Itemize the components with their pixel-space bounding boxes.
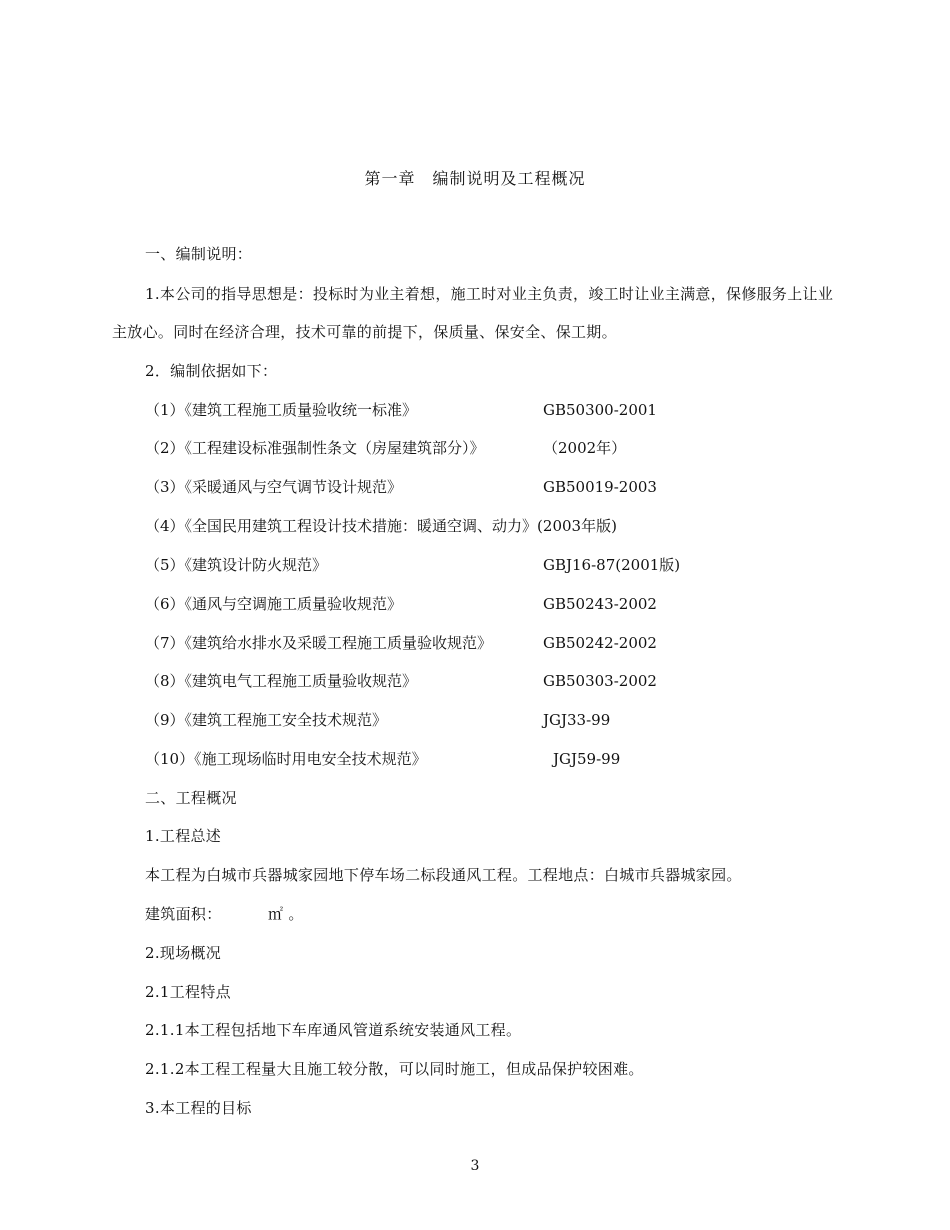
subheading: 2.1工程特点	[145, 983, 231, 1001]
standard-item-code: GB50303-2002	[543, 672, 657, 690]
paragraph-line: 本工程为白城市兵器城家园地下停车场二标段通风工程。工程地点：白城市兵器城家园。	[145, 866, 742, 884]
standard-item-name: （4）《全国民用建筑工程设计技术措施：暖通空调、动力》(2003年版)	[145, 517, 617, 535]
standard-item-code: GB50242-2002	[543, 634, 657, 652]
area-unit: ㎡ 。	[268, 905, 304, 923]
standard-item-code: GB50243-2002	[543, 595, 657, 613]
standard-item-name: （5）《建筑设计防火规范》	[145, 556, 328, 574]
section-heading-compilation: 一、编制说明：	[145, 245, 253, 263]
standard-item-code: GBJ16-87(2001版)	[543, 556, 681, 574]
standard-item-name: （2）《工程建设标准强制性条文（房屋建筑部分）》	[145, 439, 485, 457]
standard-item-code: JGJ59-99	[553, 750, 621, 768]
paragraph-line: 主放心。同时在经济合理，技术可靠的前提下，保质量、保安全、保工期。	[112, 323, 617, 341]
subheading: 1.工程总述	[145, 827, 222, 845]
paragraph-line: 2.1.1本工程包括地下车库通风管道系统安装通风工程。	[145, 1021, 522, 1039]
standard-item-code: GB50019-2003	[543, 478, 657, 496]
paragraph-line: 2.1.2本工程工程量大且施工较分散，可以同时施工，但成品保护较困难。	[145, 1060, 644, 1078]
standard-item-name: （7）《建筑给水排水及采暖工程施工质量验收规范》	[145, 634, 493, 652]
standard-item-name: （10）《施工现场临时用电安全技术规范》	[145, 750, 427, 768]
standard-item-name: （9）《建筑工程施工安全技术规范》	[145, 711, 388, 729]
page-number: 3	[470, 1158, 480, 1174]
chapter-title: 第一章 编制说明及工程概况	[364, 169, 586, 188]
standard-item-name: （6）《通风与空调施工质量验收规范》	[145, 595, 403, 613]
standard-item-code: GB50300-2001	[543, 401, 657, 419]
paragraph-line: 1.本公司的指导思想是：投标时为业主着想，施工时对业主负责，竣工时让业主满意，保修服务上让业	[145, 285, 834, 303]
subheading: 2.现场概况	[145, 944, 222, 962]
basis-heading: 2．编制依据如下：	[145, 362, 278, 380]
standard-item-name: （3）《采暖通风与空气调节设计规范》	[145, 478, 403, 496]
standard-item-name: （1）《建筑工程施工质量验收统一标准》	[145, 401, 418, 419]
standard-item-code: （2002年）	[543, 439, 627, 457]
area-label: 建筑面积：	[145, 905, 222, 923]
subheading: 3.本工程的目标	[145, 1099, 252, 1117]
section-heading-overview: 二、工程概况	[145, 789, 237, 807]
standard-item-name: （8）《建筑电气工程施工质量验收规范》	[145, 672, 418, 690]
standard-item-code: JGJ33-99	[543, 711, 611, 729]
